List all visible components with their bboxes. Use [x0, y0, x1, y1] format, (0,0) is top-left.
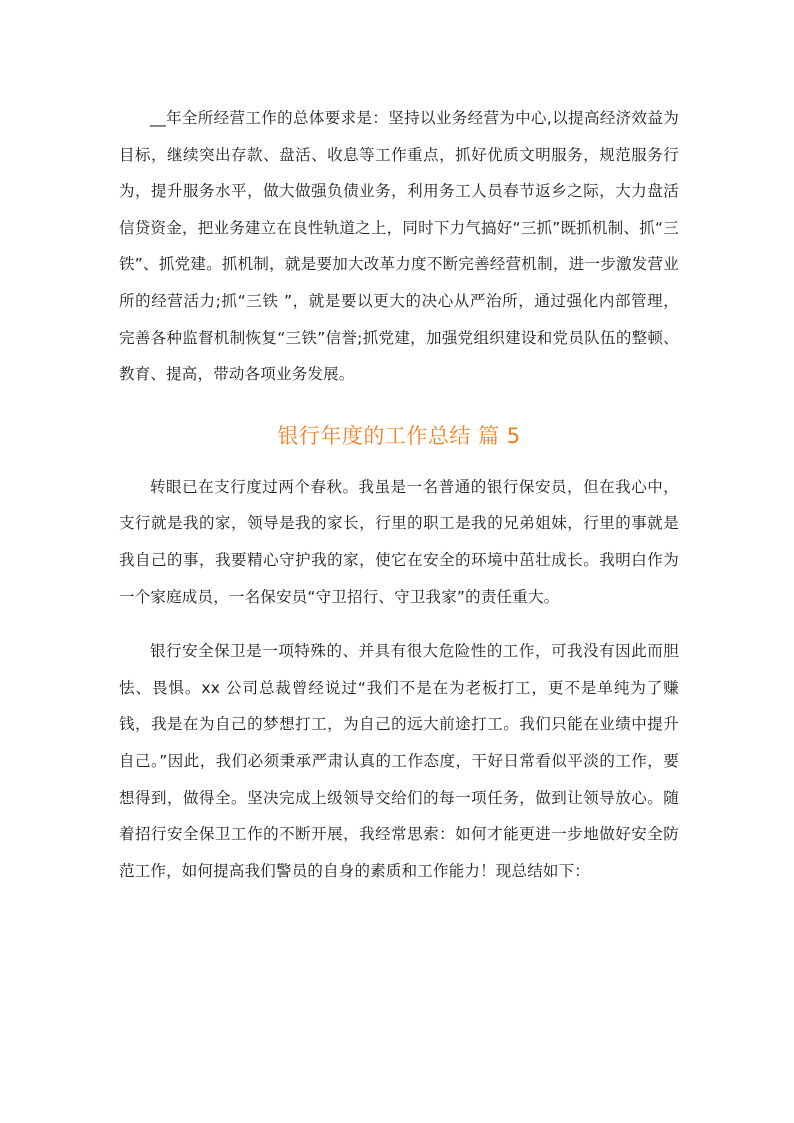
body-paragraph-1: 转眼已在支行度过两个春秋。我虽是一名普通的银行保安员，但在我心中，支行就是我的家，领导是我的家长，行里的职工是我的兄弟姐妹，行里的事就是我自己的事，我要精心守护我的家，使它在安全的环境中茁壮成长。我明白作为一个家庭成员，一名保安员“守卫招行、守卫我家”的责任重大。 [119, 477, 679, 606]
section-title: 银行年度的工作总结 篇 5 [277, 423, 521, 448]
body-paragraph-2: 银行安全保卫是一项特殊的、并具有很大危险性的工作，可我没有因此而胆怯、畏惧。xx 公司总裁曾经说过“我们不是在为老板打工，更不是单纯为了赚钱，我是在为自己的梦想打工，为自己的远大前途打工。我们只能在业绩中提升自己。”因此，我们必须秉承严肃认真的工作态度，干好日常看似平淡的工作，要想得到，做得全。坚决完成上级领导交给们的每一项任务，做到让领导放心。随着招行安全保卫工作的不断开展，我经常思索：如何才能更进一步地做好安全防范工作，如何提高我们警员的自身的素质和工作能力！现总结如下： [119, 642, 679, 880]
document-page [119, 100, 679, 889]
intro-paragraph: __年全所经营工作的总体要求是：坚持以业务经营为中心,以提高经济效益为目标，继续突出存款、盘活、收息等工作重点，抓好优质文明服务，规范服务行为，提升服务水平，做大做强负债业务，利用务工人员春节返乡之际，大力盘活信贷资金，把业务建立在良性轨道之上，同时下力气搞好“三抓”既抓机制、抓“三铁”、抓党建。抓机制，就是要加大改革力度不断完善经营机制，进一步激发营业所的经营活力;抓“三铁 ”，就是要以更大的决心从严治所，通过强化内部管理，完善各种监督机制恢复“三铁”信誉;抓党建，加强党组织建设和党员队伍的整顿、教育、提高，带动各项业务发展。 [119, 109, 679, 384]
section-title-wrapper [119, 421, 679, 451]
